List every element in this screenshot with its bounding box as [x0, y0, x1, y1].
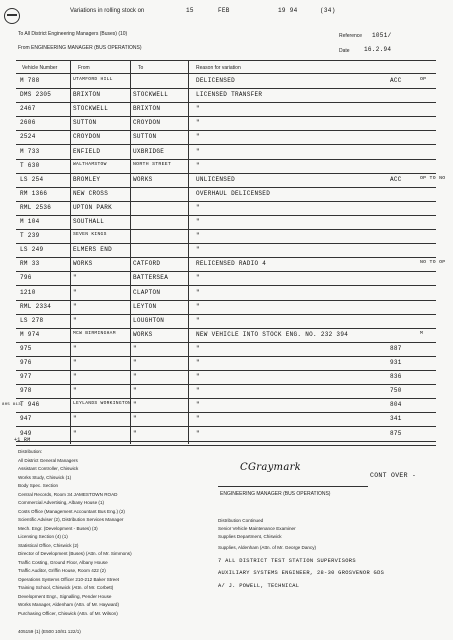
from-line: From ENGINEERING MANAGER (BUS OPERATIONS) — [18, 45, 142, 51]
row-vehicle-number: 1210 — [20, 288, 36, 296]
row-note: OP TO NO — [420, 175, 446, 181]
row-vehicle-number: 2524 — [20, 133, 36, 141]
row-vehicle-number: T 946 — [20, 401, 40, 409]
row-vehicle-number: M 974 — [20, 330, 40, 338]
distribution-item: Traffic Costing, Ground Floor, Albany House — [18, 559, 108, 565]
row-from: CROYDON — [73, 133, 101, 141]
row-from: NEW CROSS — [73, 189, 109, 197]
row-rule — [16, 426, 436, 427]
distribution-item: Assistant Controller, Chiswick — [18, 466, 79, 471]
row-reason: " — [196, 401, 200, 409]
row-extra: ACC — [390, 175, 402, 183]
row-from: " — [73, 344, 77, 352]
distribution-item: Scientific Adviser (2), Distribution Services Manager — [18, 517, 124, 522]
row-extra: 341 — [390, 415, 402, 423]
row-from: " — [73, 387, 77, 395]
row-from: SUTTON — [73, 119, 97, 127]
row-to: LOUGHTON — [133, 316, 165, 324]
reference-value: 1051/ — [372, 32, 392, 39]
row-rule — [16, 201, 436, 202]
row-reason: " — [196, 344, 200, 352]
row-vehicle-number: 2606 — [20, 119, 36, 127]
row-reason: " — [196, 218, 200, 225]
row-from: " — [73, 429, 77, 437]
row-rule — [16, 243, 436, 244]
distribution-item: A/ J. POWELL, TECHNICAL — [218, 583, 300, 589]
row-note: OP — [420, 77, 427, 82]
row-vehicle-number: RML 2536 — [20, 203, 52, 211]
row-reason: LICENSED TRANSFER — [196, 91, 263, 99]
row-reason: " — [196, 246, 200, 254]
distribution-item: Director of Development (Buses) (Attn. of Mr. Simmons) — [18, 551, 132, 556]
row-rule — [16, 102, 436, 103]
date-week: (34) — [320, 7, 336, 14]
row-note: NO TO OP — [420, 260, 446, 266]
row-to: WORKS — [133, 175, 153, 183]
date-month: FEB — [218, 7, 230, 14]
row-reason: " — [196, 147, 200, 155]
row-to: CLAPTON — [133, 288, 161, 296]
row-vehicle-number: RM 33 — [20, 260, 40, 268]
row-rule — [16, 159, 436, 160]
row-reason: " — [196, 302, 200, 310]
distribution-item: AUXILIARY SYSTEMS ENGINEER, 28-30 GROSVENOR GDS — [218, 570, 385, 576]
row-from: LEYLANDS WORKINGTON — [73, 401, 132, 407]
row-reason: " — [196, 133, 200, 141]
row-reason: " — [196, 387, 200, 395]
row-from: WORKS — [73, 260, 93, 268]
row-extra: 931 — [390, 359, 402, 366]
row-extra: 887 — [390, 344, 402, 352]
row-vehicle-number: LS 254 — [20, 175, 44, 183]
row-vehicle-number: 978 — [20, 387, 32, 395]
row-reason: " — [196, 161, 200, 169]
signatory-title: ENGINEERING MANAGER (BUS OPERATIONS) — [220, 491, 331, 497]
row-to: BATTERSEA — [133, 274, 169, 282]
row-rule — [16, 271, 436, 272]
row-from: " — [73, 359, 77, 366]
distribution-item: Supplies Department, Chiswick — [218, 534, 282, 539]
col-vehicle-header: Vehicle Number — [22, 65, 58, 71]
row-rule — [16, 187, 436, 188]
row-vehicle-number: M 104 — [20, 218, 40, 225]
distribution-item: Purchasing Officer, Chiswick (Attn. of Mr. Wilson) — [18, 610, 118, 616]
distribution-item: All District General Managers — [18, 457, 78, 463]
row-reason: OVERHAUL DELICENSED — [196, 189, 271, 197]
row-to: CATFORD — [133, 260, 161, 268]
row-vehicle-number: LS 249 — [20, 246, 44, 254]
row-to: LEYTON — [133, 302, 157, 310]
row-rule — [16, 88, 436, 89]
margin-note: +1 RM — [14, 437, 31, 443]
date-day: 15 — [186, 7, 194, 14]
row-reason: " — [196, 203, 200, 211]
row-reason: DELICENSED — [196, 77, 236, 84]
distribution-item: Supplies, Aldenham (Attn. of Mr. George Dancy) — [218, 545, 317, 550]
date-value: 16.2.94 — [364, 46, 392, 53]
distribution-item: Licensing Section (4) (1) — [18, 534, 68, 539]
row-rule — [16, 257, 436, 258]
row-vehicle-number: RML 2334 — [20, 302, 52, 310]
row-reason: UNLICENSED — [196, 175, 236, 183]
row-to: WORKS — [133, 330, 153, 338]
row-reason: " — [196, 359, 200, 366]
row-rule — [16, 356, 436, 357]
row-from: " — [73, 274, 77, 282]
reference-label: Reference — [339, 33, 363, 39]
row-from: BROMLEY — [73, 175, 101, 183]
distribution-item: Works Manager, Aldenham (Attn. of Mr. Hayward) — [18, 602, 120, 607]
london-transport-roundel-icon — [4, 8, 20, 24]
row-vehicle-number: 976 — [20, 359, 32, 366]
form-title: Variations in rolling stock on — [70, 8, 145, 14]
row-reason: " — [196, 429, 200, 437]
row-vehicle-number: DMS 2305 — [20, 91, 52, 99]
row-vehicle-number: 796 — [20, 274, 32, 282]
distribution-item: Statistical Office, Chiswick (2) — [18, 542, 79, 548]
row-to: " — [133, 359, 137, 366]
date-year: 19 94 — [278, 7, 298, 14]
date-label: Date — [339, 48, 350, 54]
row-from: " — [73, 302, 77, 310]
row-reason: " — [196, 415, 200, 423]
row-from: " — [73, 288, 77, 296]
row-vehicle-number: M 788 — [20, 77, 40, 84]
row-extra: 750 — [390, 387, 402, 395]
row-to: " — [133, 373, 137, 381]
distribution-item: Senior Vehicle Maintenance Examiner — [218, 526, 296, 531]
row-extra: 875 — [390, 429, 402, 437]
row-reason: " — [196, 232, 200, 240]
row-vehicle-number: 949 — [20, 429, 32, 437]
row-reason: " — [196, 316, 200, 324]
row-to: " — [133, 344, 137, 352]
row-from: BRIXTON — [73, 91, 101, 99]
row-reason: " — [196, 119, 200, 127]
row-vehicle-number: LS 278 — [20, 316, 44, 324]
col-from-header: From — [78, 65, 90, 71]
distribution-item: Body Spec. Section — [18, 483, 59, 488]
row-vehicle-number: T 239 — [20, 232, 40, 240]
row-rule — [16, 314, 436, 315]
row-vehicle-number: T 630 — [20, 161, 40, 169]
row-to: BRIXTON — [133, 105, 161, 113]
distribution-item: Commercial Advertising, Albany House (1) — [18, 500, 105, 505]
row-vehicle-number: 975 — [20, 344, 32, 352]
distribution-item: Mech. Engr. (Development - Buses) (3) — [18, 525, 98, 531]
row-rule — [16, 229, 436, 230]
row-from: STOCKWELL — [73, 105, 109, 113]
row-extra: 836 — [390, 373, 402, 381]
row-reason: " — [196, 274, 200, 282]
row-rule — [16, 144, 436, 145]
row-rule — [16, 285, 436, 286]
cont-over: CONT OVER - — [370, 472, 417, 479]
row-from: UTAMFORD HILL — [73, 77, 113, 82]
row-vehicle-number: 977 — [20, 373, 32, 381]
row-vehicle-number: 947 — [20, 415, 32, 423]
row-reason: " — [196, 373, 200, 381]
row-note: M — [420, 330, 424, 336]
side-note: 805 813 — [2, 403, 21, 407]
row-extra: ACC — [390, 77, 402, 84]
distribution-item: Training School, Chiswick (Attn. of Mr. Corbett) — [18, 585, 114, 590]
row-rule — [16, 173, 436, 174]
to-line: To All District Engineering Managers (Buses) (10) — [18, 31, 128, 37]
row-rule — [16, 398, 436, 399]
row-rule — [16, 441, 436, 442]
row-from: SEVEN KINGS — [73, 232, 107, 238]
row-rule — [16, 300, 436, 301]
distribution-item: Traffic Auditor, Griffin House, Room 422 (2) — [18, 568, 106, 573]
row-from: UPTON PARK — [73, 203, 113, 211]
row-to: NORTH STREET — [133, 161, 172, 167]
row-to: " — [133, 429, 137, 437]
col-to-header: To — [138, 65, 144, 71]
distribution-item: Operations Systems Officer 210-212 Baker Street — [18, 576, 120, 582]
row-to: UXBRIDGE — [133, 147, 165, 155]
row-reason: " — [196, 288, 200, 296]
row-from: WALTHAMSTOW — [73, 161, 107, 167]
row-extra: 804 — [390, 401, 402, 409]
distribution-item: Central Records, Room 34 JAMESTOWN ROAD — [18, 491, 118, 497]
distribution-heading: Distribution: — [18, 449, 43, 454]
row-from: MCW BIRMINGHAM — [73, 330, 116, 336]
row-rule — [16, 116, 436, 117]
distribution-continued-heading: Distribution Continued — [218, 518, 264, 523]
row-to: CROYDON — [133, 119, 161, 127]
row-rule — [16, 342, 436, 343]
row-to: " — [133, 387, 137, 395]
distribution-item: 7 ALL DISTRICT TEST STATION SUPERVISORS — [218, 558, 356, 564]
col-reason-header: Reason for variation — [196, 65, 241, 71]
row-to: " — [133, 415, 137, 423]
row-rule — [16, 328, 436, 329]
row-rule — [16, 130, 436, 131]
row-vehicle-number: M 733 — [20, 147, 40, 155]
row-from: " — [73, 373, 77, 381]
row-from: SOUTHALL — [73, 218, 105, 225]
row-rule — [16, 215, 436, 216]
row-rule — [16, 412, 436, 413]
footer-code: 405159 (1) (E500 10/81 122/1) — [18, 629, 81, 634]
row-vehicle-number: RM 1366 — [20, 189, 48, 197]
row-vehicle-number: 2467 — [20, 105, 36, 113]
row-from: ENFIELD — [73, 147, 101, 155]
distribution-item: Costs Office (Management Accountant Bus Eng.) (2) — [18, 508, 125, 514]
signature: CGraymark — [240, 462, 302, 473]
row-to: STOCKWELL — [133, 91, 169, 99]
distribution-item: Works Study, Chiswick (1) — [18, 474, 72, 480]
row-from: " — [73, 316, 77, 324]
row-rule — [16, 384, 436, 385]
row-reason: RELICENSED RADIO 4 — [196, 260, 267, 268]
row-to: " — [133, 401, 137, 409]
distribution-item: Development Engr., Signalling, Pender House — [18, 593, 112, 599]
row-rule — [16, 370, 436, 371]
row-to: SUTTON — [133, 133, 157, 141]
row-reason: " — [196, 105, 200, 113]
row-from: ELMERS END — [73, 246, 113, 254]
row-reason: NEW VEHICLE INTO STOCK ENG. NO. 232 394 — [196, 330, 349, 338]
row-from: " — [73, 415, 77, 423]
